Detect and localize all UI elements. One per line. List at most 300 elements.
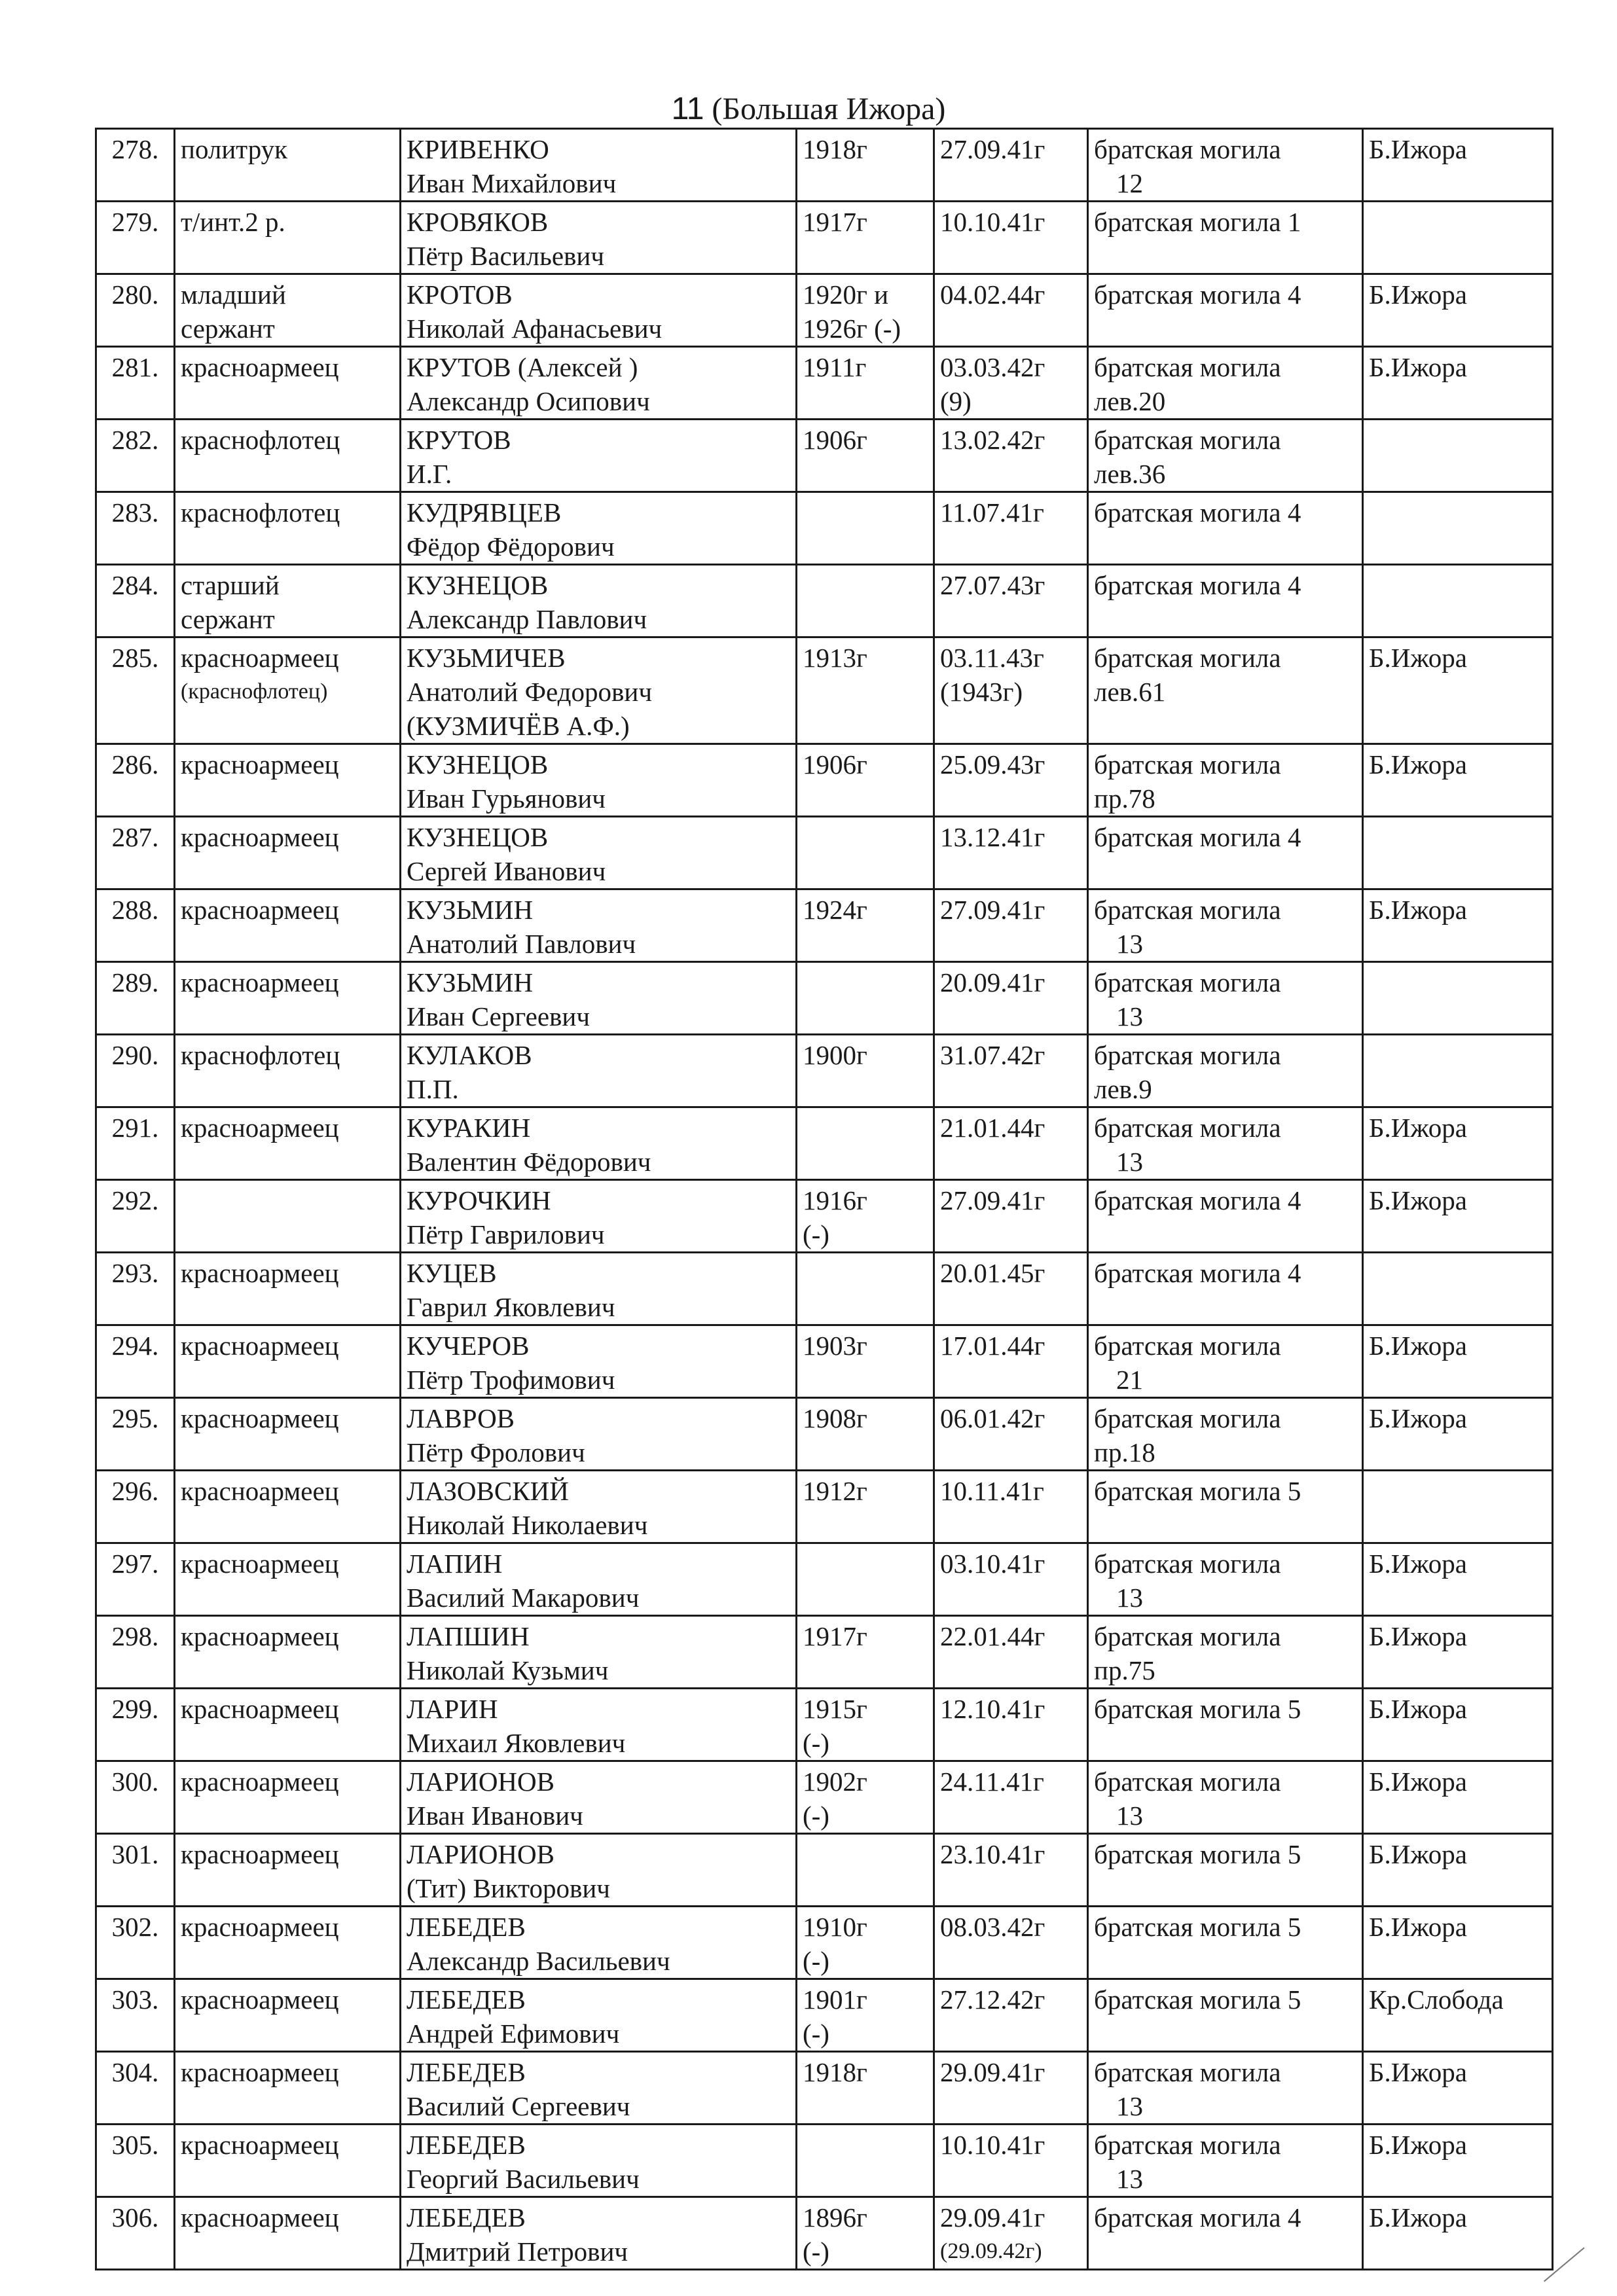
grave-number: 13 [1116, 2164, 1143, 2194]
table-row [96, 962, 1553, 1035]
rank: красноармеец [181, 822, 339, 852]
death-date: 24.11.41г [940, 1767, 1044, 1797]
death-date: 03.03.42г (9) [940, 352, 1045, 416]
grave-number: лев.36 [1094, 459, 1166, 489]
rank: красноармеец [181, 1549, 339, 1579]
table-row [96, 637, 1553, 744]
rank-cell [175, 1471, 401, 1543]
birth-year: 1924г [797, 889, 934, 962]
grave-number: пр.75 [1094, 1655, 1155, 1685]
grave-type: братская могила [1094, 1040, 1281, 1070]
grave-number: 13 [1116, 929, 1143, 959]
person-name: КУЧЕРОВ Пётр Трофимович [401, 1325, 797, 1398]
rank: краснофлотец [181, 1040, 340, 1070]
death-date: 10.10.41г [940, 207, 1045, 237]
death-date: 27.09.41г [940, 134, 1045, 164]
birth-year: 1917г [797, 1616, 934, 1689]
burial-place: Б.Ижора [1363, 637, 1553, 744]
burial-place: Б.Ижора [1363, 1180, 1553, 1253]
grave-type: братская могила 5 [1094, 1476, 1301, 1506]
record-number: 296. [96, 1471, 175, 1543]
death-date: 27.09.41г [940, 895, 1045, 925]
rank-cell [175, 889, 401, 962]
table-row [96, 565, 1553, 637]
grave-type: братская могила [1094, 1403, 1281, 1433]
grave-cell [1088, 1689, 1363, 1761]
burial-place [1363, 1035, 1553, 1107]
grave-cell [1088, 420, 1363, 492]
table-row [96, 817, 1553, 889]
grave-type: братская могила [1094, 1621, 1281, 1651]
death-cell [934, 2125, 1088, 2197]
burial-place: Б.Ижора [1363, 1689, 1553, 1761]
grave-type: братская могила 4 [1094, 497, 1301, 528]
death-cell [934, 637, 1088, 744]
grave-type: братская могила [1094, 1549, 1281, 1579]
rank: красноармеец [181, 1912, 339, 1942]
rank-cell [175, 1107, 401, 1180]
death-date: 22.01.44г [940, 1621, 1045, 1651]
burial-place [1363, 202, 1553, 274]
grave-cell [1088, 2052, 1363, 2125]
person-name: КУЗНЕЦОВ Сергей Иванович [401, 817, 797, 889]
person-name: КРОВЯКОВ Пётр Васильевич [401, 202, 797, 274]
grave-number: 13 [1116, 1801, 1143, 1831]
burial-place: Б.Ижора [1363, 1616, 1553, 1689]
grave-number: 21 [1116, 1365, 1143, 1395]
death-cell [934, 1035, 1088, 1107]
rank: т/инт.2 р. [181, 207, 285, 237]
grave-type: братская могила 5 [1094, 1912, 1301, 1942]
rank-cell [175, 1761, 401, 1834]
birth-year: 1902г (-) [797, 1761, 934, 1834]
burial-place: Б.Ижора [1363, 1398, 1553, 1471]
death-cell [934, 817, 1088, 889]
death-cell [934, 1398, 1088, 1471]
grave-type: братская могила [1094, 1113, 1281, 1143]
grave-type: братская могила 5 [1094, 1984, 1301, 2015]
table-row [96, 1543, 1553, 1616]
grave-type: братская могила 1 [1094, 207, 1301, 237]
death-cell [934, 1180, 1088, 1253]
death-date: 23.10.41г [940, 1839, 1045, 1869]
grave-type: братская могила [1094, 643, 1281, 673]
rank-cell [175, 1398, 401, 1471]
grave-cell [1088, 1398, 1363, 1471]
table-row [96, 129, 1553, 202]
person-name: КРУТОВ И.Г. [401, 420, 797, 492]
grave-type: братская могила 4 [1094, 279, 1301, 310]
grave-cell [1088, 817, 1363, 889]
burial-place: Б.Ижора [1363, 1543, 1553, 1616]
grave-type: братская могила [1094, 2057, 1281, 2087]
grave-number: 13 [1116, 1583, 1143, 1613]
death-date: 03.11.43г (1943г) [940, 643, 1044, 707]
burial-place [1363, 962, 1553, 1035]
person-name: ЛЕБЕДЕВ Дмитрий Петрович [401, 2197, 797, 2270]
death-date: 29.09.41г [940, 2202, 1045, 2233]
record-number: 286. [96, 744, 175, 817]
grave-cell [1088, 962, 1363, 1035]
rank: красноармеец [181, 2057, 339, 2087]
birth-year: 1913г [797, 637, 934, 744]
grave-number: пр.78 [1094, 783, 1155, 814]
person-name: КРУТОВ (Алексей ) Александр Осипович [401, 347, 797, 420]
rank-cell [175, 1834, 401, 1907]
grave-cell [1088, 1471, 1363, 1543]
grave-type: братская могила [1094, 1331, 1281, 1361]
record-number: 290. [96, 1035, 175, 1107]
burial-place: Б.Ижора [1363, 1907, 1553, 1979]
rank: красноармеец [181, 1839, 339, 1869]
grave-number: пр.18 [1094, 1437, 1155, 1467]
page-heading [0, 86, 1617, 132]
rank-cell [175, 1979, 401, 2052]
death-cell [934, 129, 1088, 202]
death-cell [934, 962, 1088, 1035]
death-cell [934, 1471, 1088, 1543]
rank-cell [175, 347, 401, 420]
record-number: 292. [96, 1180, 175, 1253]
death-cell [934, 2197, 1088, 2270]
birth-year: 1918г [797, 129, 934, 202]
table-row [96, 1979, 1553, 2052]
registry-body [96, 129, 1553, 2270]
grave-type: братская могила [1094, 967, 1281, 997]
rank: красноармеец [181, 1767, 339, 1797]
birth-year: 1900г [797, 1035, 934, 1107]
record-number: 295. [96, 1398, 175, 1471]
person-name: КУЗЬМИН Иван Сергеевич [401, 962, 797, 1035]
person-name: КУЗНЕЦОВ Александр Павлович [401, 565, 797, 637]
table-row [96, 1616, 1553, 1689]
death-date: 10.10.41г [940, 2130, 1045, 2160]
person-name: КУРАКИН Валентин Фёдорович [401, 1107, 797, 1180]
burial-place [1363, 1471, 1553, 1543]
grave-type: братская могила 4 [1094, 570, 1301, 600]
burial-place: Б.Ижора [1363, 347, 1553, 420]
rank: красноармеец [181, 1331, 339, 1361]
person-name: КУЗНЕЦОВ Иван Гурьянович [401, 744, 797, 817]
grave-type: братская могила [1094, 352, 1281, 382]
grave-number: лев.20 [1094, 386, 1166, 416]
death-cell [934, 1253, 1088, 1325]
burial-place: Б.Ижора [1363, 1834, 1553, 1907]
rank-cell [175, 2052, 401, 2125]
record-number: 299. [96, 1689, 175, 1761]
table-row [96, 420, 1553, 492]
rank: красноармеец [181, 2202, 339, 2233]
death-cell [934, 1689, 1088, 1761]
grave-cell [1088, 274, 1363, 347]
person-name: КУДРЯВЦЕВ Фёдор Фёдорович [401, 492, 797, 565]
rank-cell [175, 492, 401, 565]
death-cell [934, 889, 1088, 962]
death-date: 17.01.44г [940, 1331, 1045, 1361]
burial-place: Б.Ижора [1363, 1761, 1553, 1834]
death-date: 31.07.42г [940, 1040, 1045, 1070]
record-number: 304. [96, 2052, 175, 2125]
death-cell [934, 347, 1088, 420]
table-row [96, 1761, 1553, 1834]
record-number: 283. [96, 492, 175, 565]
death-date: 08.03.42г [940, 1912, 1045, 1942]
birth-year: 1903г [797, 1325, 934, 1398]
birth-year [797, 962, 934, 1035]
person-name: КУЗЬМИН Анатолий Павлович [401, 889, 797, 962]
rank: краснофлотец [181, 425, 340, 455]
grave-type: братская могила [1094, 425, 1281, 455]
person-name: ЛЕБЕДЕВ Георгий Васильевич [401, 2125, 797, 2197]
burial-place: Б.Ижора [1363, 129, 1553, 202]
table-row [96, 347, 1553, 420]
birth-year: 1896г (-) [797, 2197, 934, 2270]
rank-cell [175, 744, 401, 817]
death-date: 25.09.43г [940, 749, 1045, 780]
table-row [96, 202, 1553, 274]
birth-year: 1911г [797, 347, 934, 420]
record-number: 278. [96, 129, 175, 202]
rank: красноармеец [181, 749, 339, 780]
table-row [96, 1907, 1553, 1979]
grave-cell [1088, 744, 1363, 817]
table-row [96, 1398, 1553, 1471]
rank-cell [175, 1180, 401, 1253]
record-number: 288. [96, 889, 175, 962]
death-cell [934, 1907, 1088, 1979]
death-cell [934, 492, 1088, 565]
grave-cell [1088, 2125, 1363, 2197]
grave-type: братская могила 4 [1094, 1185, 1301, 1215]
birth-year [797, 817, 934, 889]
burial-place [1363, 492, 1553, 565]
birth-year: 1918г [797, 2052, 934, 2125]
record-number: 297. [96, 1543, 175, 1616]
rank-cell [175, 1689, 401, 1761]
death-cell [934, 202, 1088, 274]
death-date: 13.12.41г [940, 822, 1045, 852]
birth-year [797, 1834, 934, 1907]
record-number: 305. [96, 2125, 175, 2197]
burial-place: Б.Ижора [1363, 2197, 1553, 2270]
burial-place: Б.Ижора [1363, 889, 1553, 962]
rank: красноармеец [181, 1694, 339, 1724]
death-cell [934, 1325, 1088, 1398]
rank-cell [175, 1035, 401, 1107]
rank-cell [175, 637, 401, 744]
death-cell [934, 1107, 1088, 1180]
burial-place [1363, 565, 1553, 637]
death-date: 20.01.45г [940, 1258, 1045, 1288]
grave-cell [1088, 1979, 1363, 2052]
record-number: 289. [96, 962, 175, 1035]
location-title: (Большая Ижора) [712, 92, 946, 126]
rank-cell [175, 420, 401, 492]
table-row [96, 1325, 1553, 1398]
rank-cell [175, 1907, 401, 1979]
death-date-note: (29.09.42г) [940, 2239, 1042, 2263]
grave-number: 13 [1116, 1001, 1143, 1031]
grave-type: братская могила [1094, 1767, 1281, 1797]
death-date: 10.11.41г [940, 1476, 1044, 1506]
rank: красноармеец [181, 1476, 339, 1506]
rank-cell [175, 565, 401, 637]
record-number: 301. [96, 1834, 175, 1907]
birth-year [797, 2125, 934, 2197]
burial-place: Б.Ижора [1363, 1325, 1553, 1398]
rank: красноармеец [181, 1984, 339, 2015]
person-name: ЛАРИОНОВ (Тит) Викторович [401, 1834, 797, 1907]
grave-number: лев.9 [1094, 1074, 1152, 1104]
grave-type: братская могила 4 [1094, 2202, 1301, 2233]
grave-cell [1088, 889, 1363, 962]
rank: красноармеец [181, 1403, 339, 1433]
person-name: ЛАПШИН Николай Кузьмич [401, 1616, 797, 1689]
table-row [96, 2052, 1553, 2125]
person-name: ЛЕБЕДЕВ Александр Васильевич [401, 1907, 797, 1979]
grave-type: братская могила [1094, 749, 1281, 780]
grave-cell [1088, 1616, 1363, 1689]
grave-type: братская могила [1094, 895, 1281, 925]
person-name: ЛЕБЕДЕВ Андрей Ефимович [401, 1979, 797, 2052]
page-number: 11 [671, 92, 704, 126]
death-date: 27.12.42г [940, 1984, 1045, 2015]
birth-year [797, 1253, 934, 1325]
rank: младший сержант [181, 279, 286, 344]
death-date: 20.09.41г [940, 967, 1045, 997]
record-number: 282. [96, 420, 175, 492]
record-number: 294. [96, 1325, 175, 1398]
table-row [96, 744, 1553, 817]
burial-place: Кр.Слобода [1363, 1979, 1553, 2052]
record-number: 300. [96, 1761, 175, 1834]
rank-cell [175, 2125, 401, 2197]
birth-year [797, 1543, 934, 1616]
grave-cell [1088, 1180, 1363, 1253]
rank-cell [175, 962, 401, 1035]
record-number: 285. [96, 637, 175, 744]
rank-cell [175, 274, 401, 347]
death-cell [934, 1616, 1088, 1689]
grave-cell [1088, 637, 1363, 744]
person-name: КРИВЕНКО Иван Михайлович [401, 129, 797, 202]
rank-cell [175, 817, 401, 889]
grave-type: братская могила 5 [1094, 1694, 1301, 1724]
record-number: 302. [96, 1907, 175, 1979]
birth-year: 1912г [797, 1471, 934, 1543]
rank-cell [175, 1616, 401, 1689]
table-row [96, 1035, 1553, 1107]
burial-place [1363, 1253, 1553, 1325]
death-cell [934, 1543, 1088, 1616]
burial-place: Б.Ижора [1363, 744, 1553, 817]
grave-cell [1088, 1543, 1363, 1616]
grave-cell [1088, 1834, 1363, 1907]
death-cell [934, 1979, 1088, 2052]
person-name: ЛАРИН Михаил Яковлевич [401, 1689, 797, 1761]
table-row [96, 1107, 1553, 1180]
table-row [96, 1834, 1553, 1907]
record-number: 281. [96, 347, 175, 420]
rank: старший сержант [181, 570, 280, 634]
record-number: 284. [96, 565, 175, 637]
grave-cell [1088, 1325, 1363, 1398]
table-row [96, 2197, 1553, 2270]
grave-number: 12 [1116, 168, 1143, 198]
person-name: ЛАРИОНОВ Иван Иванович [401, 1761, 797, 1834]
record-number: 303. [96, 1979, 175, 2052]
grave-cell [1088, 1761, 1363, 1834]
death-date: 04.02.44г [940, 279, 1045, 310]
rank-cell [175, 1253, 401, 1325]
grave-cell [1088, 1035, 1363, 1107]
table-row [96, 492, 1553, 565]
grave-cell [1088, 565, 1363, 637]
person-name: КРОТОВ Николай Афанасьевич [401, 274, 797, 347]
record-number: 298. [96, 1616, 175, 1689]
table-row [96, 2125, 1553, 2197]
record-number: 293. [96, 1253, 175, 1325]
table-row [96, 1253, 1553, 1325]
death-cell [934, 420, 1088, 492]
rank: красноармеец [181, 643, 339, 673]
grave-cell [1088, 347, 1363, 420]
grave-number: 13 [1116, 1147, 1143, 1177]
grave-cell [1088, 129, 1363, 202]
death-cell [934, 744, 1088, 817]
grave-cell [1088, 492, 1363, 565]
grave-type: братская могила [1094, 134, 1281, 164]
birth-year [797, 565, 934, 637]
table-row [96, 889, 1553, 962]
rank: политрук [181, 134, 288, 164]
grave-type: братская могила 5 [1094, 1839, 1301, 1869]
grave-number: лев.61 [1094, 677, 1166, 707]
person-name: ЛЕБЕДЕВ Василий Сергеевич [401, 2052, 797, 2125]
death-cell [934, 565, 1088, 637]
grave-type: братская могила 4 [1094, 822, 1301, 852]
birth-year: 1920г и 1926г (-) [797, 274, 934, 347]
rank-cell [175, 129, 401, 202]
rank: красноармеец [181, 1621, 339, 1651]
table-row [96, 1471, 1553, 1543]
burial-place [1363, 420, 1553, 492]
burial-place: Б.Ижора [1363, 1107, 1553, 1180]
birth-year [797, 1107, 934, 1180]
grave-type: братская могила [1094, 2130, 1281, 2160]
birth-year: 1906г [797, 744, 934, 817]
birth-year: 1910г (-) [797, 1907, 934, 1979]
grave-number: 13 [1116, 2091, 1143, 2121]
grave-cell [1088, 2197, 1363, 2270]
death-cell [934, 274, 1088, 347]
table-row [96, 1180, 1553, 1253]
birth-year: 1917г [797, 202, 934, 274]
death-date: 03.10.41г [940, 1549, 1045, 1579]
grave-cell [1088, 1253, 1363, 1325]
death-date: 13.02.42г [940, 425, 1045, 455]
rank: красноармеец [181, 1113, 339, 1143]
rank-cell [175, 1325, 401, 1398]
death-date: 27.07.43г [940, 570, 1045, 600]
rank: красноармеец [181, 352, 339, 382]
death-date: 29.09.41г [940, 2057, 1045, 2087]
death-date: 27.09.41г [940, 1185, 1045, 1215]
burial-place: Б.Ижора [1363, 2125, 1553, 2197]
birth-year [797, 492, 934, 565]
grave-cell [1088, 202, 1363, 274]
birth-year: 1901г (-) [797, 1979, 934, 2052]
